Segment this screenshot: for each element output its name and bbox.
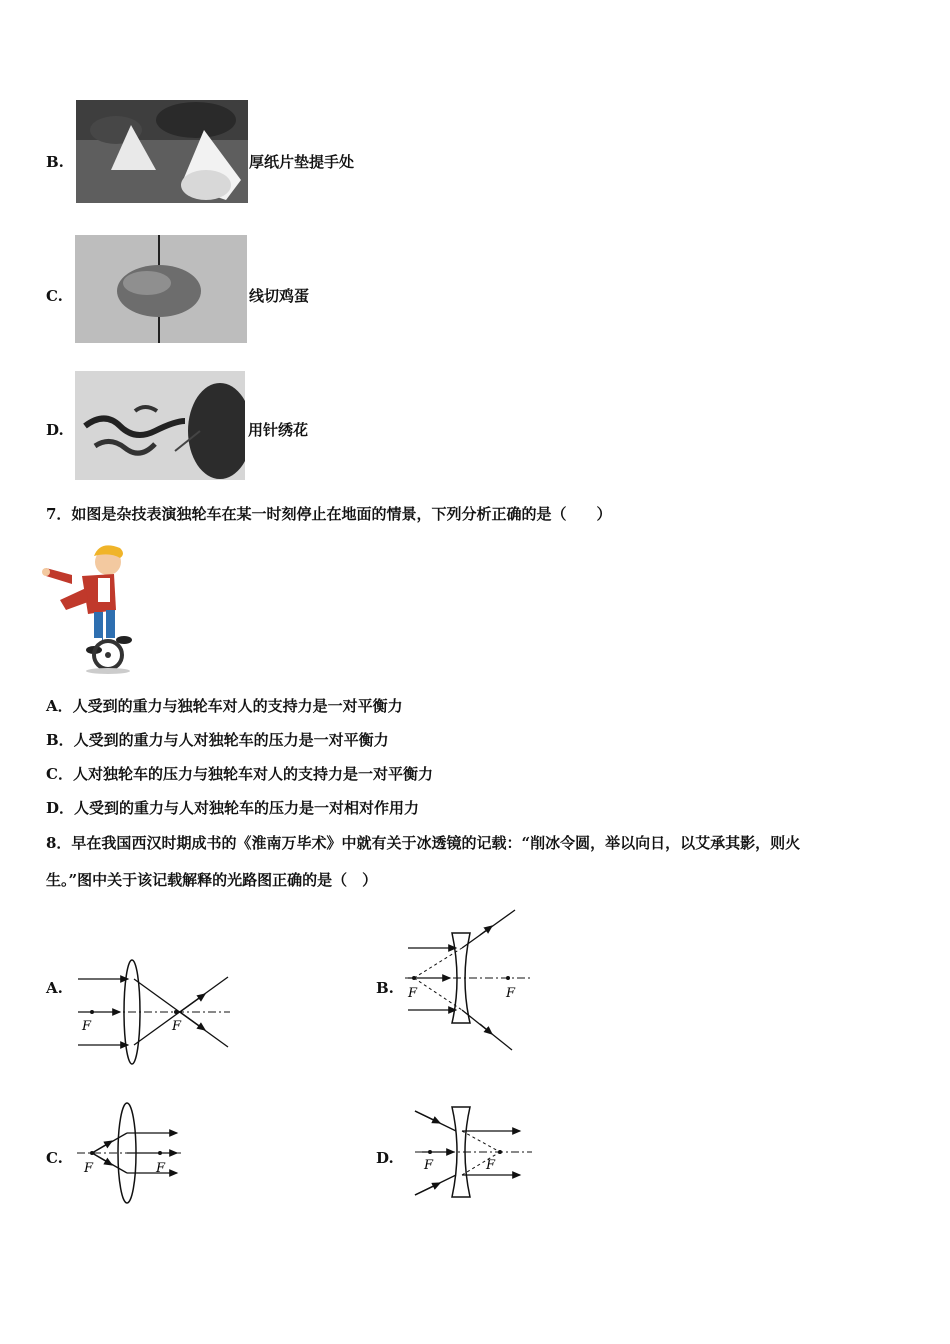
q7-question: 7．如图是杂技表演独轮车在某一时刻停止在地面的情景，下列分析正确的是（ ） <box>46 505 612 523</box>
q7-option-a: A．人受到的重力与独轮车对人的支持力是一对平衡力 <box>46 697 403 715</box>
q8-question-line2: 生。”图中关于该记载解释的光路图正确的是（ ） <box>46 871 378 889</box>
diagram-d-letter: D. <box>376 1149 394 1167</box>
diagram-d-concave-lens-parallel <box>410 1103 535 1203</box>
diagram-a-convex-lens-converge <box>70 955 240 1070</box>
option-b-caption: 厚纸片垫提手处 <box>249 153 355 171</box>
egg-illustration <box>75 235 247 343</box>
option-b-letter: B. <box>46 153 64 171</box>
option-d-letter: D. <box>46 421 64 439</box>
focus-label-left: F <box>424 1158 434 1173</box>
bags-illustration <box>76 100 248 203</box>
diagram-c-convex-lens-parallel <box>72 1100 187 1210</box>
q7-option-c: C．人对独轮车的压力与独轮车对人的支持力是一对平衡力 <box>46 765 433 783</box>
focus-label-right: F <box>486 1158 496 1173</box>
photo-paper-handle <box>76 100 248 203</box>
diagram-b-concave-lens-diverge <box>400 905 535 1055</box>
focus-label-left: F <box>82 1019 92 1034</box>
diagram-a-letter: A. <box>46 979 63 997</box>
diagram-b-letter: B. <box>376 979 394 997</box>
option-d-caption: 用针绣花 <box>248 421 309 439</box>
focus-label-right: F <box>506 986 516 1001</box>
diagram-c-letter: C. <box>46 1149 63 1167</box>
option-c-caption: 线切鸡蛋 <box>249 287 310 305</box>
option-c-letter: C. <box>46 287 63 305</box>
unicycle-performer-illustration <box>42 540 142 675</box>
focus-label-right: F <box>156 1161 166 1176</box>
focus-label-left: F <box>408 986 418 1001</box>
q7-option-b: B．人受到的重力与人对独轮车的压力是一对平衡力 <box>46 731 389 749</box>
photo-egg-cut <box>75 235 247 343</box>
photo-embroidery <box>75 371 245 480</box>
focus-label-left: F <box>84 1161 94 1176</box>
embroidery-illustration <box>75 371 245 480</box>
q8-question-line1: 8．早在我国西汉时期成书的《淮南万毕术》中就有关于冰透镜的记载：“削冰令圆，举以向日，以艾承其影，则火 <box>46 834 801 852</box>
focus-label-right: F <box>172 1019 182 1034</box>
q7-option-d: D．人受到的重力与人对独轮车的压力是一对相对作用力 <box>46 799 420 817</box>
